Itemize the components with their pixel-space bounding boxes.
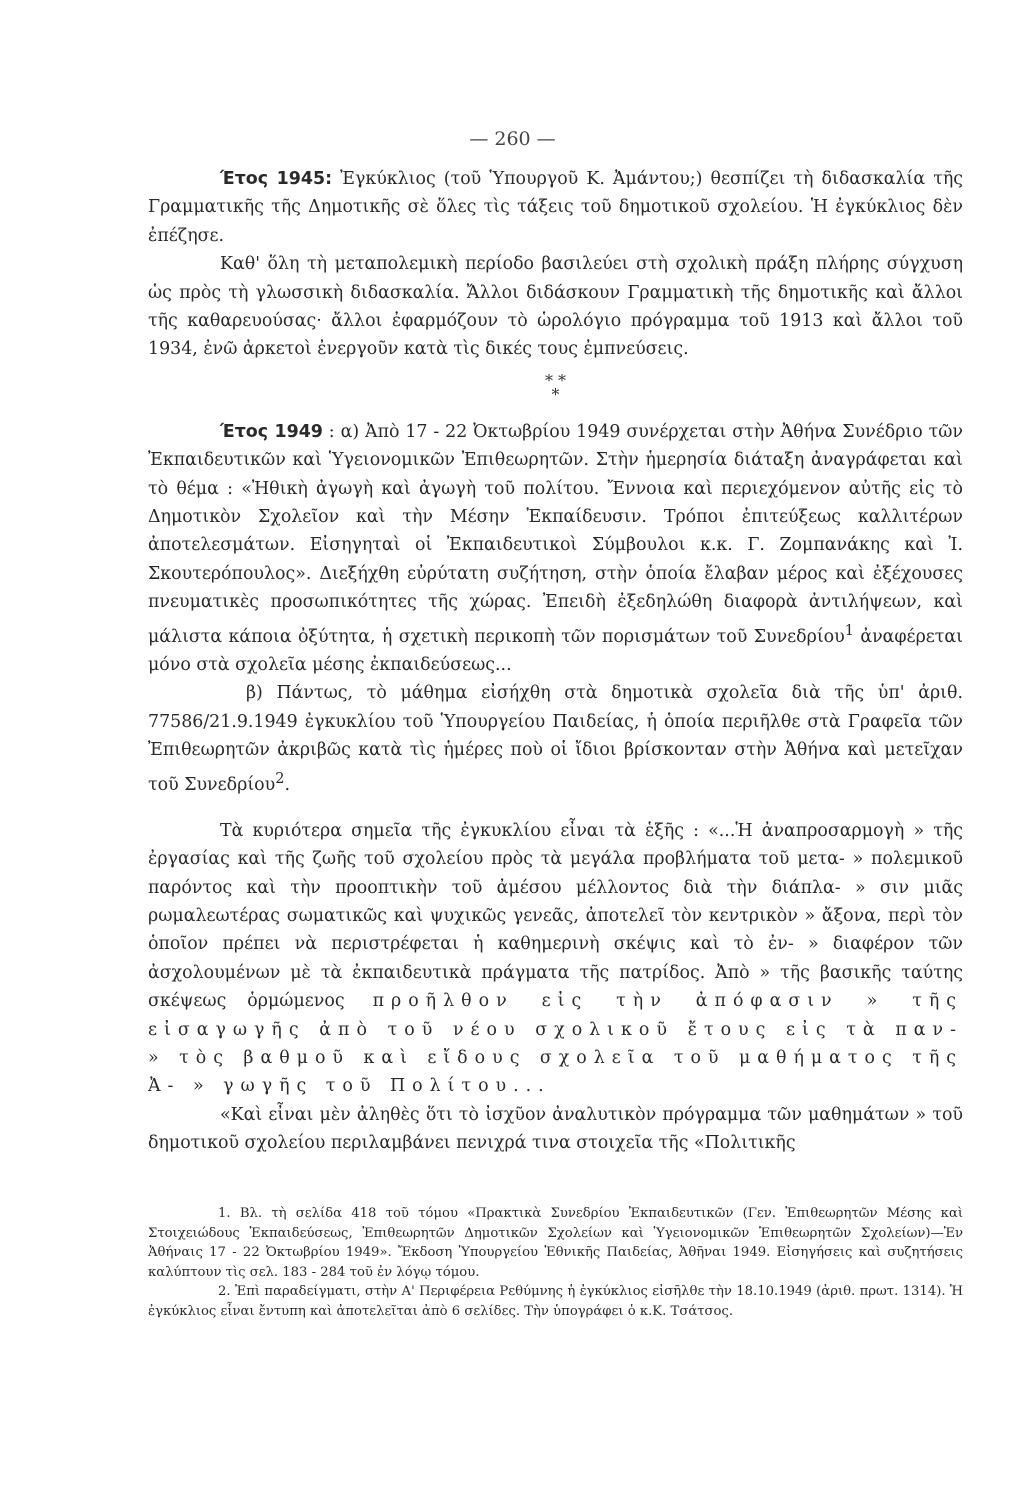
main-text — [148, 165, 963, 1158]
year-label-1949: Έτος 1949 — [220, 421, 323, 442]
paragraph-gap — [148, 799, 963, 817]
paragraph-1949-text: : α) Ἀπὸ 17 - 22 Ὀκτωβρίου 1949 συνέρχεται στὴν Ἀθήνα Συνέδριο τῶν Ἐκπαιδευτικῶν καὶ Ὑγειονομικῶν Ἐπιθεωρητῶν. Στὴν ἡμερησία διάταξη ἀναγράφεται καὶ τὸ θέμα : «Ἠθικὴ ἀγωγὴ καὶ ἀγωγὴ τοῦ πολίτου. Ἔννοια καὶ περιεχόμενον αὐτῆς εἰς τὸ Δημοτικὸν Σχολεῖον καὶ τὴν Μέσην Ἐκπαίδευσιν. Τρόποι ἐπιτεύξεως καλλιτέρων ἀποτελεσμάτων. Εἰσηγηταὶ οἱ Ἐκπαιδευτικοὶ Σύμβουλοι κ.κ. Γ. Ζομπανάκης καὶ Ἰ. Σκουτερόπουλος». Διεξήχθη εὐρύτατη συζήτηση, στὴν ὁποία ἔλαβαν μέρος καὶ ἐξέχουσες πνευματικὲς προσωπικότητες τῆς χώρας. Ἐπειδὴ ἐξεδηλώθη διαφορὰ ἀντιλήψεων, καὶ μάλιστα κάποια ὀξύτητα, ἡ σχετικὴ περικοπὴ τῶν πορισμάτων τοῦ Συνεδρίου — [148, 421, 963, 647]
paragraph-postwar: Καθ' ὅλη τὴ μεταπολεμικὴ περίοδο βασιλεύει στὴ σχολικὴ πράξη πλήρης σύγχυση ὡς πρὸς τὴ γλωσσικὴ διδασκαλία. Ἄλλοι διδάσκουν Γραμματικὴ τῆς δημοτικῆς καὶ ἄλλοι τῆς καθαρευούσας· ἄλλοι ἐφαρμόζουν τὸ ὡρολόγιο πρόγραμμα τοῦ 1913 καὶ ἄλλοι τοῦ 1934, ἐνῶ ἀρκετοὶ ἐνεργοῦν κατὰ τὶς δικές τους ἐμπνεύσεις. — [148, 254, 963, 360]
year-label-1945: Έτος 1945: — [220, 169, 333, 189]
section-separator-asterisks — [148, 370, 963, 404]
asterisks-bottom: * — [551, 384, 560, 404]
circular-quote-spaced: προῆλθον εἰς τὴν ἀπόφασιν » τῆς εἰσαγωγῆς ἀπὸ τοῦ νέου σχολικοῦ ἔτους εἰς τὰ παν- » τὸς βαθμοῦ καὶ εἴδους σχολεῖα τοῦ μαθήματος τῆς Ἀ- » γωγῆς τοῦ Πολίτου... — [148, 991, 963, 1097]
paragraph-beta-tail: . — [284, 774, 290, 795]
paragraph-beta-text: β) Πάντως, τὸ μάθημα εἰσήχθη στὰ δημοτικὰ σχολεῖα διὰ τῆς ὑπ' ἀριθ. 77586/21.9.1949 ἐγκυκλίου τοῦ Ὑπουργείου Παιδείας, ἡ ὁποία περιῆλθε στὰ Γραφεῖα τῶν Ἐπιθεωρητῶν ἀκριβῶς κατὰ τὶς ἡμέρες ποὺ οἱ ἴδιοι βρίσκονταν στὴν Ἀθήνα καὶ μετεῖχαν τοῦ Συνεδρίου — [148, 683, 963, 795]
footnote-ref-2: 2 — [275, 770, 285, 787]
footnotes — [148, 1204, 963, 1321]
footnote-1: 1. Βλ. τὴ σελίδα 418 τοῦ τόμου «Πρακτικὰ Συνεδρίου Ἐκπαιδευτικῶν (Γεν. Ἐπιθεωρητῶν Μέσης καὶ Στοιχειώδους Ἐκπαιδεύσεως, Ἐπιθεωρητῶν Δημοτικῶν Σχολείων καὶ Ὑγειονομικῶν Ἐπιθεωρητῶν Σχολείων)—Ἐν Ἀθήναις 17 - 22 Ὀκτωβρίου 1949». Ἔκδοση Ὑπουργείου Ἐθνικῆς Παιδείας, Ἀθῆναι 1949. Εἰσηγήσεις καὶ συζητήσεις καλύπτουν τὶς σελ. 183 - 284 τοῦ ἐν λόγῳ τόμου. — [148, 1206, 963, 1280]
paragraph-1945 — [148, 165, 963, 250]
paragraph-1945-text: Ἐγκύκλιος (τοῦ Ὑπουργοῦ Κ. Ἀμάντου;) θεσπίζει τὴ διδασκαλία τῆς Γραμματικῆς τῆς Δημοτικῆς σὲ ὅλες τὶς τάξεις τοῦ δημοτικοῦ σχολείου. Ἡ ἐγκύκλιος δὲν ἐπέζησε. — [148, 169, 963, 246]
paragraph-curriculum: «Καὶ εἶναι μὲν ἀληθὲς ὅτι τὸ ἰσχῦον ἀναλυτικὸν πρόγραμμα τῶν μαθημάτων » τοῦ δημοτικοῦ σχολείου περιλαμβάνει πενιχρά τινα στοιχεῖα τῆς «Πολιτικῆς — [148, 1104, 963, 1154]
footnote-2: 2. Ἐπὶ παραδείγματι, στὴν Α' Περιφέρεια Ρεθύμνης ἡ ἐγκύκλιος εἰσῆλθε τὴν 18.10.1949 (ἀριθ. πρωτ. 1314). Ἡ ἐγκύκλιος εἶναι ἔντυπη καὶ ἀποτελεῖται ἀπὸ 6 σελίδες. Τὴν ὑπογράφει ὁ κ.Κ. Τσάτσος. — [148, 1284, 963, 1319]
asterisks-top: * * — [544, 370, 567, 390]
footnote-ref-1: 1 — [844, 622, 854, 639]
paragraph-beta — [148, 679, 963, 798]
paragraph-1949-tail: ἀναφέρεται μόνο στὰ σχολεῖα μέσης ἐκπαιδεύσεως... — [148, 626, 963, 675]
paragraph-circular-quote — [148, 817, 963, 1101]
paragraph-1949 — [148, 418, 963, 679]
page-number: — 260 — — [469, 128, 556, 150]
circular-quote-text: Τὰ κυριότερα σημεῖα τῆς ἐγκυκλίου εἶναι τὰ ἑξῆς : «...Ἡ ἀναπροσαρμογὴ » τῆς ἐργασίας καὶ τῆς ζωῆς τοῦ σχολείου πρὸς τὰ μεγάλα προβλήματα τοῦ μετα- » πολεμικοῦ παρόντος καὶ τὴν προοπτικὴν τοῦ ἀμέσου μέλλοντος διὰ τὴν διάπλα- » σιν μιᾶς ρωμαλεωτέρας σωματικῶς καὶ ψυχικῶς γενεᾶς, ἀποτελεῖ τὸν κεντρικὸν » ἄξονα, περὶ τὸν ὁποῖον πρέπει νὰ περιστρέφεται ἡ καθημερινὴ σκέψις καὶ τὸ ἐν- » διαφέρον τῶν ἀσχολουμένων μὲ τὰ ἐκπαιδευτικὰ πράγματα τῆς πατρίδος. Ἀπὸ » τῆς βασικῆς ταύτης σκέψεως ὁρμώμενος — [148, 820, 963, 1012]
